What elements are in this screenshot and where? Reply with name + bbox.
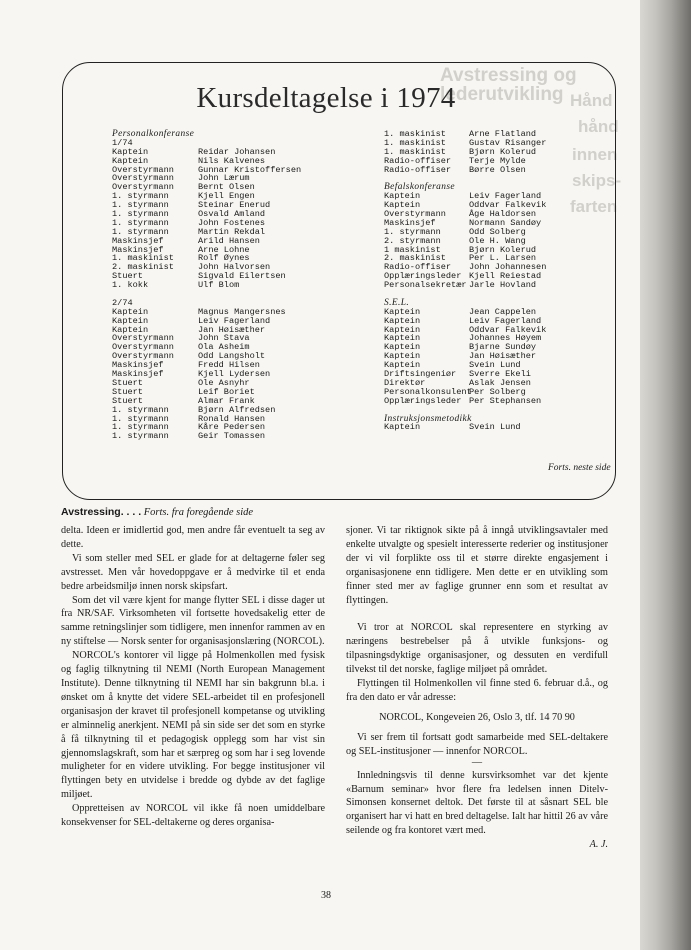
page-gutter-shadow [640, 0, 691, 950]
show-through-heading: Avstressing og lederutvikling [440, 65, 577, 105]
paragraph: Flyttingen til Holmenkollen vil finne sted 6. februar d.å., og fra den dato er vår adresse: [346, 678, 608, 703]
participant-name: Kjell Lydersen [198, 369, 271, 380]
participant-role: Overstyrmann [112, 351, 174, 362]
participant-name: Per L. Larsen [469, 253, 537, 264]
participant-role: Personalkonsulent [384, 386, 472, 397]
participant-role: Overstyrmann [112, 342, 174, 353]
show-through-line: hånd [578, 117, 619, 136]
participant-role: 1. maskinist [384, 137, 446, 148]
participant-name: Jean Cappelen [469, 306, 537, 317]
participant-name: John Stava [198, 333, 250, 344]
continued-note: Forts. neste side [548, 463, 611, 473]
participant-name: Leif Boriet [198, 386, 255, 397]
page-number: 38 [321, 890, 331, 901]
participant-role: 1. styrmann [112, 422, 169, 433]
participant-name: Nils Kalvenes [198, 155, 266, 166]
paragraph: delta. Ideen er imidlertid god, men andre får eventuelt ta seg av dette. [61, 525, 325, 550]
participant-role: Kaptein [384, 351, 421, 362]
participant-role: Maskinsjef [112, 235, 164, 246]
participant-name: Ole H. Wang [469, 235, 526, 246]
participant-role: Radio-offiser [384, 164, 452, 175]
participant-role: Stuert [112, 386, 143, 397]
participant-name: Per Stephansen [469, 395, 542, 406]
participant-role: Opplæringsleder [384, 271, 462, 282]
participant-name: Åge Haldorsen [469, 209, 537, 220]
participant-name: Rolf Øynes [198, 253, 250, 264]
participant-role: Kaptein [384, 342, 421, 353]
participant-role: Opplæringsleder [384, 395, 462, 406]
participant-name: Leiv Fagerland [198, 315, 271, 326]
participant-role: Overstyrmann [112, 182, 174, 193]
participant-name: Johannes Høyem [469, 333, 542, 344]
article-heading-continued: Forts. fra foregående side [143, 507, 254, 518]
participant-role: 1. styrmann [112, 413, 169, 424]
participant-name: Almar Frank [198, 395, 255, 406]
participant-row [112, 432, 342, 441]
participant-role: Stuert [112, 377, 143, 388]
participant-role: Kaptein [384, 315, 421, 326]
participant-name: Martin Rekdal [198, 226, 266, 237]
participant-name: Aslak Jensen [469, 377, 531, 388]
participant-name: Normann Sandøy [469, 217, 542, 228]
participant-name: Terje Mylde [469, 155, 526, 166]
show-through-line: farten [570, 197, 618, 216]
address-line: NORCOL, Kongeveien 26, Oslo 3, tlf. 14 70 90 [379, 711, 575, 723]
participant-role: Personalsekretær [384, 280, 467, 291]
participant-name: Svein Lund [469, 422, 521, 433]
participant-row [112, 281, 342, 290]
participant-name: Gustav Risanger [469, 137, 547, 148]
participant-name: Sigvald Eilertsen [198, 271, 286, 282]
participant-role: 1. styrmann [112, 209, 169, 220]
participant-name: Bjørn Alfredsen [198, 404, 276, 415]
participant-role: 2/74 [112, 297, 133, 308]
participant-name: Børre Olsen [469, 164, 526, 175]
paragraph: sjoner. Vi tar riktignok sikte på å inngå utviklingsavtaler med enkelte utvalgte og spesielt interesserte rederier og institusjoner der vi vil forplikte oss til et større direkte engasjement i organisasjonene enn tidligere. Men dette er en utvikling som finner sted mer av faglige grunner enn som et resultat av flyttingen. [346, 525, 608, 606]
paragraph: Vi ser frem til fortsatt godt samarbeide med SEL-deltakere og SEL-institusjoner — innenfor NORCOL. [346, 731, 608, 757]
participant-name: Bjarne Sundøy [469, 342, 537, 353]
participant-name: Odd Langsholt [198, 351, 266, 362]
participant-role: Maskinsjef [384, 217, 436, 228]
participant-name: Arne Flatland [469, 129, 537, 139]
participant-role: Radio-offiser [384, 155, 452, 166]
participant-name: Oddvar Falkevik [469, 324, 547, 335]
participant-row [384, 166, 614, 175]
participant-role: Stuert [112, 395, 143, 406]
participant-role: Maskinsjef [112, 369, 164, 380]
participant-role: Kaptein [112, 315, 149, 326]
participant-role: Kaptein [112, 324, 149, 335]
participant-name: Geir Tomassen [198, 431, 266, 442]
participant-role: Overstyrmann [384, 209, 446, 220]
participant-role: Radio-offiser [384, 262, 452, 273]
participant-role: 1. styrmann [112, 217, 169, 228]
participant-name: Jan Høisæther [198, 324, 266, 335]
paragraph: NORCOL's kontorer vil ligge på Holmenkollen med fysisk og faglig tilknytning til NEMI (North European Management Institute). Denne tilknytning til NEMI har sin bakgrunn bl.a. i ønsket om å knytte det videre SEL-arbeidet til en profesjonell organisasjon der kravet til profesjonell kompetanse og utvikling er alminnelig anerkjent. NEMI på sin side ser det som en styrke å få tilknytning til et pedagogisk opplegg som har vist sin gjennomslagskraft, som har et særpreg og som har i seg lovende muligheter for en videre utvikling. For begge institusjoner vil flyttingen bety en utvidelse i bredde og dybde av det faglige miljøet. [61, 650, 325, 801]
participant-name: Steinar Enerud [198, 200, 271, 211]
participant-name: Kjell Reiestad [469, 271, 542, 282]
paragraph: Vi tror at NORCOL skal representere en styrking av næringens bestrebelser på å utvikle funksjons- og tilpasningsdyktige organisasjoner, og dessuten en verdifull tilvekst til det norske, faglige miljøet på området. [346, 622, 608, 676]
participant-role: Kaptein [384, 324, 421, 335]
participant-role: Kaptein [384, 333, 421, 344]
box-title: Kursdeltagelse i 1974 [196, 82, 456, 114]
participant-role: Stuert [112, 271, 143, 282]
participant-name: Arild Hansen [198, 235, 260, 246]
paragraph: Oppretteisen av NORCOL vil ikke få noen umiddelbare konsekvenser for SEL-deltakerne og deres organisa- [61, 803, 325, 829]
participant-role: Direktør [384, 377, 426, 388]
article-column-left [61, 524, 325, 830]
participant-role: Kaptein [384, 360, 421, 371]
participant-row [384, 281, 614, 290]
participant-name: Bernt Olsen [198, 182, 255, 193]
participant-role: 1. kokk [112, 280, 149, 291]
participant-name: Sverre Ekeli [469, 369, 531, 380]
participant-name: Leiv Fagerland [469, 315, 542, 326]
participant-name: John Johannesen [469, 262, 547, 273]
participant-role: Kaptein [384, 422, 421, 433]
participant-name: Jarle Hovland [469, 280, 537, 291]
participant-role: Overstyrmann [112, 333, 174, 344]
participant-role: Kaptein [384, 200, 421, 211]
participant-row [384, 423, 614, 432]
participant-name: John Fostenes [198, 217, 266, 228]
participant-name: Jan Høisæther [469, 351, 537, 362]
participant-role: Kaptein [112, 155, 149, 166]
participant-role: 1. styrmann [112, 431, 169, 442]
show-through-line: innen [572, 145, 618, 164]
participant-name: Per Solberg [469, 386, 526, 397]
participant-name: Leiv Fagerland [469, 191, 542, 202]
participant-role: 1. maskinist [384, 129, 446, 139]
section-divider: — [471, 756, 483, 768]
list-spacer [112, 290, 342, 299]
paragraph: Vi som steller med SEL er glade for at deltagerne føler seg avstresset. Men vår hovedoppgave er å medvirke til et enda bedre arbeidsmiljø innen norsk skipsfart. [61, 552, 325, 592]
participant-role: 2. styrmann [384, 235, 441, 246]
participant-role: Overstyrmann [112, 164, 174, 175]
participant-name: Svein Lund [469, 360, 521, 371]
participant-name: Bjørn Kolerud [469, 146, 537, 157]
participant-role: Maskinsjef [112, 360, 164, 371]
section-header-label: Instruksjonsmetodikk [384, 413, 472, 424]
participant-name: Magnus Mangersnes [198, 306, 286, 317]
article-heading-title: Avstressing. . . . [61, 506, 142, 518]
participant-role: 2. maskinist [384, 253, 446, 264]
participant-role: Overstyrmann [112, 173, 174, 184]
paragraph: Som det vil være kjent for mange flytter SEL i disse dager ut fra NR/SAF. Virksomheten vil fortsette hovedsakelig etter de samme retningslinjer som tidligere, men innenfor rammen av en ny stiftelse — Norsk senter for organisasjonslæring (NORCOL). [61, 594, 325, 648]
participant-role: Kaptein [112, 306, 149, 317]
participant-name: Bjørn Kolerud [469, 244, 537, 255]
participant-name: Osvald Amland [198, 209, 266, 220]
show-through-line: skips- [572, 171, 622, 190]
left-participant-list [112, 130, 342, 441]
participant-name: Fredd Hilsen [198, 360, 260, 371]
participant-role: 1. styrmann [384, 226, 441, 237]
participant-name: John Lærum [198, 173, 250, 184]
participant-name: John Halvorsen [198, 262, 271, 273]
paragraph: Innledningsvis til denne kursvirksomhet var det kjente «Barnum seminar» hvor flere fra ledelsen innen Ditelv-Simonsen konsernet deltok. Det første til at såsnart SEL ble organisert har vi hatt en bred deltagelse. Ialt har hittil 26 av våre seilende og fra kontoret vært med. [346, 769, 608, 837]
participant-name: Arne Lohne [198, 244, 250, 255]
participant-name: Oddvar Falkevik [469, 200, 547, 211]
participant-role: 2. maskinist [112, 262, 174, 273]
section-header-label: Befalskonferanse [384, 182, 455, 193]
participant-name: Ronald Hansen [198, 413, 266, 424]
participant-name: Gunnar Kristoffersen [198, 164, 302, 175]
article-column-right [346, 524, 608, 852]
participant-role: Kaptein [112, 146, 149, 157]
section-header-label: Personalkonferanse [112, 129, 195, 139]
right-participant-list [384, 130, 614, 432]
participant-name: Kjell Engen [198, 191, 255, 202]
participant-role: 1/74 [112, 137, 133, 148]
participant-name: Ola Asheim [198, 342, 250, 353]
article-heading [61, 506, 253, 518]
participant-name: Ole Asnyhr [198, 377, 250, 388]
show-through-line: Hånd [570, 91, 613, 110]
participant-role: 1 maskinist [384, 244, 441, 255]
participant-name: Reidar Johansen [198, 146, 276, 157]
participant-role: 1. styrmann [112, 191, 169, 202]
participant-name: Kåre Pedersen [198, 422, 266, 433]
list-spacer [384, 290, 614, 299]
participant-role: Kaptein [384, 191, 421, 202]
participant-role: 1. styrmann [112, 200, 169, 211]
section-header-label: S.E.L. [384, 297, 410, 308]
participant-role: 1. maskinist [384, 146, 446, 157]
participant-name: Ulf Blom [198, 280, 240, 291]
participant-role: 1. styrmann [112, 226, 169, 237]
participant-role: 1. maskinist [112, 253, 174, 264]
participant-role: Maskinsjef [112, 244, 164, 255]
participant-role: 1. styrmann [112, 404, 169, 415]
participant-row [384, 397, 614, 406]
participant-role: Kaptein [384, 306, 421, 317]
participant-name: Odd Solberg [469, 226, 526, 237]
participant-role: Driftsingeniør [384, 369, 457, 380]
author-signature: A. J. [589, 839, 608, 851]
section-header [112, 130, 342, 139]
